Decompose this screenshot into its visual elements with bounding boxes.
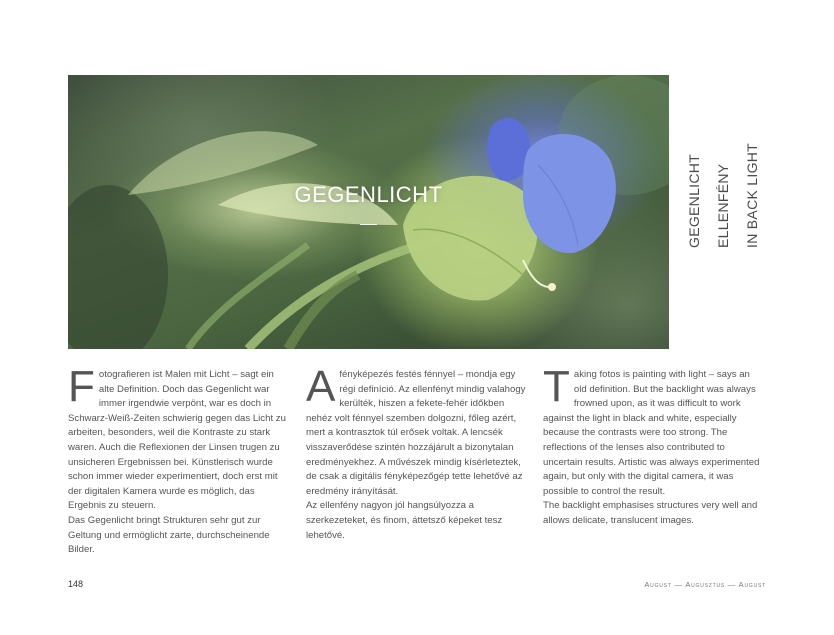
stem-blurred xyxy=(188,245,308,349)
paragraph: Das Gegenlicht bringt Strukturen sehr gut zur Geltung und ermöglicht zarte, durchscheinende Bilder. xyxy=(68,514,270,556)
page-number: 148 xyxy=(68,579,84,589)
background-shadow xyxy=(68,185,168,349)
side-title-german: GEGENLICHT xyxy=(686,153,702,248)
column-english xyxy=(543,362,763,529)
flower-illustration xyxy=(68,75,669,349)
dropcap: F xyxy=(68,362,95,411)
running-footer: August — Augusztus — August xyxy=(644,580,766,589)
side-title-hungarian: ELLENFÉNY xyxy=(715,163,731,248)
paragraph: otografieren ist Malen mit Licht – sagt ein alte Definition. Doch das Gegenlicht war immer irgendwie verpönt, war es doch in Schwarz-Weiß-Zeiten schwierig gegen das Licht zu arbeiten, besonders, weil die Kontraste zu stark waren. Auch die Reflexionen der Linsen trugen zu unsicheren Ergebnissen bei. Künstlerisch wurde schon immer wieder experimentiert, doch erst mit der digitalen Kamera wurde es möglich, das Ergebnis zu steuern. xyxy=(68,369,286,512)
paragraph: The backlight emphasises structures very well and allows delicate, translucent images. xyxy=(543,500,758,526)
paragraph: aking fotos is painting with light – says an old definition. But the backlight was always frowned upon, as it was difficult to work against the light in black and white, especially because the contrasts were too strong. The reflections of the lenses also contributed to uncertain results. Artistic was always experimented again, but only with the digital camera, it was possible to control the result. xyxy=(543,369,760,497)
paragraph: fényképezés festés fénnyel – mondja egy régi definíció. Az ellenfényt mindig valahogy kerülték, hiszen a fekete-fehér időkben nehéz volt fénnyel szemben dolgozni, főleg azért, mert a kontrasztok túl erősek voltak. A lencsék visszaverődése szintén hozzájárult a bizonytalan eredményekhez. A művészek mindig kísérleteztek, de csak a digitális fényképezőgép tette lehetővé az eredmény irányítását. xyxy=(306,369,526,497)
title-underline xyxy=(360,224,377,225)
dropcap: A xyxy=(306,362,336,411)
hero-photo xyxy=(68,75,669,349)
column-hungarian xyxy=(306,362,530,543)
column-german xyxy=(68,362,288,558)
dropcap: T xyxy=(543,362,570,411)
stamen-tip xyxy=(548,283,556,291)
photo-title: GEGENLICHT xyxy=(294,182,443,207)
paragraph: Az ellenfény nagyon jól hangsúlyozza a szerkezeteket, és finom, áttetsző képeket tesz lehetővé. xyxy=(306,500,503,541)
side-title-english: IN BACK LIGHT xyxy=(744,142,760,248)
